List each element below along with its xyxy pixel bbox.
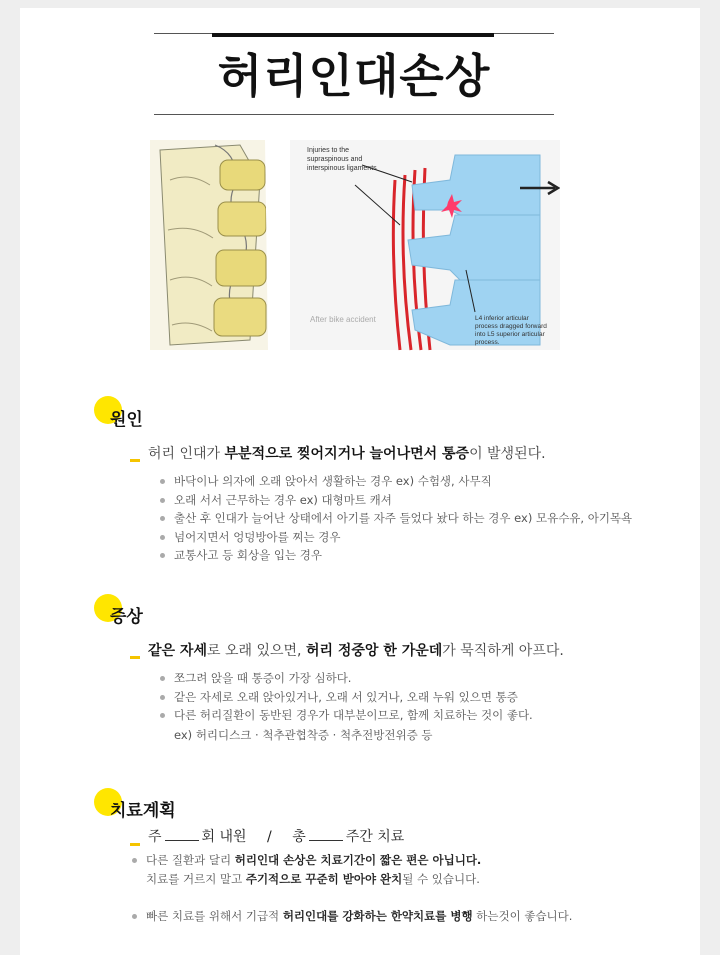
plan-total-label: 총 [292,829,306,845]
visits-blank [165,830,199,841]
summary-dash-symptom [130,656,140,659]
cause-summary [148,443,546,463]
title-rule-accent [212,33,494,37]
note-text: 치료를 거르지 말고 [146,871,246,886]
list-item: 넘어지면서 엉덩방아를 찌는 경우 [160,528,632,547]
plan-notes [132,851,572,926]
label-l4-line2: process dragged forward [475,323,547,330]
plan-note-3 [132,907,572,926]
list-item: 출산 후 인대가 늘어난 상태에서 아기를 자주 들었다 놨다 하는 경우 ex) 모유수유, 아기목욕 [160,509,632,528]
note-emphasis: 허리인대를 강화하는 한약치료를 병행 [282,909,473,923]
spine-injury-illustration [150,140,560,355]
plan-note-2 [132,870,572,889]
list-item: 바닥이나 의자에 오래 앉아서 생활하는 경우 ex) 수험생, 사무직 [160,472,632,491]
label-l4-line4: process. [475,339,500,346]
cause-summary-tail: 이 발생된다. [469,446,546,462]
cause-list [160,472,632,565]
summary-dash-plan [130,843,140,846]
note-text-tail: 하는것이 좋습니다. [472,909,573,923]
plan-visit-line [148,826,404,846]
label-injuries-line1: Injuries to the [307,147,350,154]
list-item: 같은 자세로 오래 앉아있거나, 오래 서 있거나, 오래 누워 있으면 통증 [160,688,533,707]
section-heading-symptom: 증상 [110,607,143,627]
symptom-summary [148,640,564,660]
label-accident: After bike accident [310,315,376,324]
plan-visits-label: 회 내원 [201,829,247,845]
plan-weeks-label: 주간 치료 [345,829,405,845]
symptom-list [160,669,533,725]
list-item: 다른 허리질환이 동반된 경우가 대부분이므로, 함께 치료하는 것이 좋다. [160,706,533,725]
cause-summary-emphasis: 부분적으로 찢어지거나 늘어나면서 통증 [224,446,470,462]
label-l4-line3: into L5 superior articular [475,331,545,338]
section-heading-plan: 치료계획 [110,801,176,821]
plan-note-1 [132,851,572,870]
note-text: 빠른 치료를 위해서 기급적 [146,909,283,923]
spine-sketch [150,140,275,350]
list-item: 오래 서서 근무하는 경우 ex) 대형마트 캐셔 [160,491,632,510]
symptom-summary-tail: 가 묵직하게 아프다. [442,643,564,659]
page-title: 허리인대손상 [217,49,491,103]
document-page [20,8,700,955]
label-injuries-line3: interspinous ligaments [307,165,377,172]
symptom-emphasis-1: 같은 자세 [148,643,207,659]
cause-summary-text: 허리 인대가 [148,446,225,462]
plan-separator: / [267,829,272,845]
symptom-example: ex) 허리디스크 · 척추관협착증 · 척추전방전위증 등 [174,728,433,742]
note-text: 다른 질환과 달리 [146,853,235,867]
ligament-diagram [290,140,560,350]
label-l4-line1: L4 inferior articular [475,315,529,322]
list-item: 교통사고 등 회상을 입는 경우 [160,546,632,565]
note-emphasis: 허리인대 손상은 치료기간이 짧은 편은 아닙니다. [234,853,482,867]
symptom-summary-text: 로 오래 있으면, [206,643,306,659]
plan-per-week-label: 주 [148,829,162,845]
list-item: 쪼그려 앉을 때 통증이 가장 심하다. [160,669,533,688]
symptom-emphasis-2: 허리 정중앙 한 가운데 [305,643,443,659]
label-injuries-line2: supraspinous and [307,156,363,163]
note-text-tail: 될 수 있습니다. [402,871,480,886]
note-emphasis: 주기적으로 꾸준히 받아야 완치 [245,871,403,886]
section-heading-cause: 원인 [110,410,143,430]
summary-dash-cause [130,459,140,462]
weeks-blank [309,830,343,841]
title-rule-bottom [154,114,554,115]
